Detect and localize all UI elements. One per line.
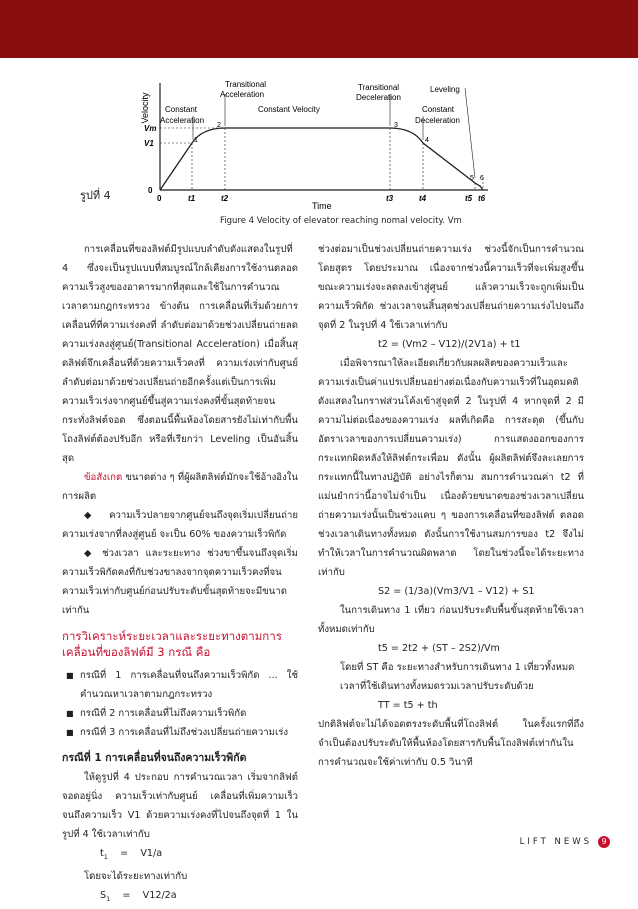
transition-paragraph: ช่วงต่อมาเป็นช่วงเปลี่ยนถ่ายความเร่ง ช่วงนี้จักเป็นการคำนวณโดยสูตร โดยประมาณ เนื่องจากช่วงนี้ความเร็วที่จะเพิ่มสูงขึ้นขณะความเร่งจะลดลงเข้าสู่ศูนย์ แล้วความเร็วจะถูกเพิ่มเป็นความเร็วพิกัด ช่วงเวลาจนสิ้นสุดช่วงเปลี่ยนถ่ายความเร่งไปจนถึงจุดที่ 2 ในรูปที่ 4 ใช้เวลาเท่ากับ <box>318 244 584 331</box>
distance-text: โดยจะได้ระยะทางเท่ากับ <box>84 870 188 882</box>
velocity-curve <box>160 128 483 190</box>
point-6: 6 <box>480 175 484 182</box>
equation-tt: TT = t5 + th <box>378 700 438 711</box>
figure-number: รูปที่ 4 <box>80 189 111 202</box>
x-axis-label: Time <box>312 201 332 211</box>
diamond-icon: ◆ <box>84 548 103 559</box>
label-transitional-accel-1: Transitional <box>225 80 267 89</box>
tick-t1: t1 <box>188 194 196 203</box>
equation-t5: t5 = 2t2 + (ST – 2S2)/Vm <box>378 643 500 654</box>
right-column <box>318 240 584 772</box>
equation-t1: $t_1$ = V1/a <box>100 848 163 861</box>
v1-label: V1 <box>144 139 154 148</box>
equation-t2: t2 = (Vm2 – V12)/(2V1a) + t1 <box>378 339 521 350</box>
header-band <box>0 0 638 58</box>
tick-t5: t5 <box>465 194 473 203</box>
diamond-icon: ◆ <box>84 510 110 521</box>
case-bullet-1: ■ กรณีที่ 1 การเคลื่อนที่จนถึงความเร็วพิกัด ... ใช้คำนวณหาเวลาตามกฎกระทรวง <box>62 666 298 704</box>
tick-t3: t3 <box>386 194 394 203</box>
leveling-paragraph: ปกติลิฟต์จะไม่ได้จอดตรงระดับพื้นที่โถงลิฟต์ ในครั้งแรกที่ถึงจำเป็นต้องปรับระดับให้พื้นห้องโดยสารกับพื้นโถงลิฟต์เท่ากันในการคำนวณจะใช้ค่าเท่ากับ 0.5 วินาที <box>318 719 584 768</box>
label-leveling: Leveling <box>430 85 460 94</box>
label-constant-velocity: Constant Velocity <box>258 105 320 114</box>
trip-paragraph: ในการเดินทาง 1 เที่ยว ก่อนปรับระดับพื้นขั้นสุดท้ายใช้เวลาทั้งหมดเท่ากับ <box>318 605 584 635</box>
point-1: 1 <box>194 137 198 144</box>
label-transitional-decel-1: Transitional <box>358 83 400 92</box>
tick-t2: t2 <box>221 194 229 203</box>
y-origin: 0 <box>148 186 153 195</box>
figure-caption: Figure 4 Velocity of elevator reaching nomal velocity. Vm <box>220 216 462 226</box>
label-constant-accel-2: Acceleration <box>160 116 205 125</box>
equation-s1: $S_1$ = V12/2a <box>100 889 177 903</box>
case1-paragraph: ให้ดูรูปที่ 4 ประกอบ การคำนวณเวลา เริ่มจากลิฟต์จอดอยู่นิ่ง ความเร็วเท่ากับศูนย์ เคลื่อนที่เพิ่มความเร็วจนถึงความเร็ว V1 ด้วยความเร่งคงที่ไปจนถึงจุดที่ 1 ในรูปที่ 4 ใช้เวลาเท่ากับ <box>62 772 298 840</box>
point-4: 4 <box>425 137 429 144</box>
velocity-curve-chart <box>80 78 600 213</box>
vm-label: Vm <box>144 124 157 133</box>
label-transitional-accel-2: Acceleration <box>220 90 265 99</box>
y-axis-label: Velocity <box>140 92 150 124</box>
label-constant-decel-1: Constant <box>422 105 455 114</box>
diamond-item-1: ◆ ความเร็วปลายจากศูนย์จนถึงจุดเริ่มเปลี่ยนถ่ายความเร่งจากที่ลงสู่ศูนย์ จะเป็น 60% ของความเร็วพิกัด <box>62 510 298 540</box>
velocity-time-figure <box>80 78 600 238</box>
magazine-brand: LIFT NEWS <box>519 837 592 847</box>
st-paragraph: โดยที่ ST คือ ระยะทางสำหรับการเดินทาง 1 เที่ยวทั้งหมด <box>340 662 575 673</box>
equation-s2: S2 = (1/3a)(Vm3/V1 – V12) + S1 <box>378 586 535 597</box>
note-label: ข้อสังเกต <box>84 472 123 483</box>
point-3: 3 <box>394 122 398 129</box>
case-bullet-2: ■ กรณีที่ 2 การเคลื่อนที่ไม่ถึงความเร็วพิกัด <box>62 704 298 723</box>
case-bullet-3: ■ กรณีที่ 3 การเคลื่อนที่ไม่ถึงช่วงเปลี่ยนถ่ายความเร่ง <box>62 723 298 742</box>
tick-t6: t6 <box>478 194 486 203</box>
x-origin: 0 <box>157 194 162 203</box>
intro-paragraph: การเคลื่อนที่ของลิฟต์มีรูปแบบลำดับดังแสดงในรูปที่ 4 ซึ่งจะเป็นรูปแบบที่สมบูรณ์ใกล้เคียงการใช้งานตลอดความเร็วสูงของอาคารมากที่สุดและใช้ในการคำนวณเวลาตามกฎกระทรวง ข้างต้น การเคลื่อนที่เริ่มด้วยการเคลื่อนที่ที่ความเร่งคงที่ ลำดับต่อมาด้วยช่วงเปลี่ยนถ่ายลดความเร่งลงสู่ศูนย์(Transitional Acceleration) เมื่อสิ้นสุดลิฟต์จึกเคลื่อนที่ด้วยความเร็วคงที่ ความเร่งเท่ากับศูนย์ ลำดับต่อมาด้วยช่วงเปลี่ยนถ่ายอีกครั้งแต่เป็นการเพิ่มความเร็วเร่งจากศูนย์ขึ้นสู่ความเร่งคงที่ขั้นสุดท้ายจนกระทั่งลิฟต์จอด ซึ่งตอนนี้พื้นห้องโดยสารยังไม่เท่ากับพื้นโถงลิฟต์ต้องปรับอีก หรือที่เรียกว่า Leveling เป็นอันสิ้นสุด <box>62 244 298 464</box>
page-number: 9 <box>598 836 610 848</box>
page-footer <box>520 836 610 848</box>
diamond-item-2: ◆ ช่วงเวลา และระยะทาง ช่วงขาขึ้นจนถึงจุดเริ่มความเร็วพิกัดคงที่กับช่วงขาลงจากจุดความเร็วคงที่จนความเร็วเท่ากับศูนย์ก่อนปรับระดับขั้นสุดท้ายจะมีขนาดเท่ากัน <box>62 548 298 616</box>
point-5: 5 <box>470 175 474 182</box>
analysis-paragraph: เมื่อพิจารณาให้ละเอียดเกี่ยวกับผลผลิตของความเร็วและความเร่งเป็นค่าแปรเปลี่ยนอย่างต่อเนื่องกับความเร็วที่ในอุดมคติ ดังแสดงในกราฟส่วนโค้งเข้าสู่จุดที่ 2 ในรูปที่ 4 หากจุดที่ 2 มีความไม่ต่อเนื่องของความเร่ง ผลที่เกิดคือ การสะดุด (ขึ้นกับอัตราเวลาของการเปลี่ยนความเร่ง) การแสดงออกของการกระแทกผิดหลังให้ลิฟต์กระเพื่อม ดังนั้น ผู้ผลิตลิฟต์จึงละเลยการกระแทกนี้ในทางปฏิบัติ อย่างไรก็ตาม สมการคำนวณค่า t2 ที่แม่นยำกว่านี้อาจไม่จำเป็น เนื่องด้วยขนาดของช่วงเวลาเปลี่ยนถ่ายความเร่งนั้นเป็นช่วงแคบ ๆ ของการเคลื่อนที่ของลิฟต์ ตลอดช่วงเวลาเดินทางทั้งหมด ดังนั้นการใช้งานสมการของ t2 จึงไม่ทำให้เวลาในการคำนวณผิดพลาด โดยในช่วงนี้จะได้ระยะทางเท่ากับ <box>318 358 584 578</box>
label-transitional-decel-2: Deceleration <box>356 93 401 102</box>
label-constant-accel-1: Constant <box>165 105 198 114</box>
tick-t4: t4 <box>419 194 427 203</box>
label-constant-decel-2: Deceleration <box>415 116 460 125</box>
note-paragraph: ข้อสังเกต ขนาดต่าง ๆ ที่ผู้ผลิตลิฟต์มักจะใช้อ้างอิงในการผลิต <box>62 472 298 502</box>
point-2: 2 <box>217 122 221 129</box>
total-time-paragraph: เวลาที่ใช้เดินทางทั้งหมดรวมเวลาปรับระดับด้วย <box>340 681 534 692</box>
analysis-heading: การวิเคราะห์ระยะเวลาและระยะทางตามการเคลื่อนที่ของลิฟต์มี 3 กรณี คือ <box>62 629 282 659</box>
left-column <box>62 240 298 909</box>
case1-title: กรณีที่ 1 การเคลื่อนที่จนถึงความเร็วพิกัด <box>62 752 247 764</box>
